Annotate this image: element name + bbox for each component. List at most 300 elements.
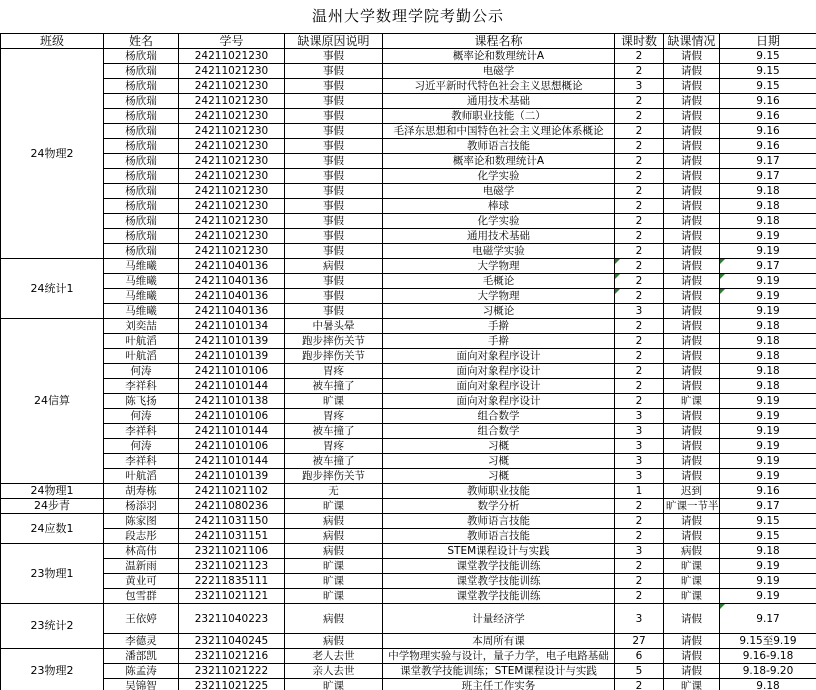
status-cell: 旷课 xyxy=(664,679,720,690)
student-id-cell: 24211010144 xyxy=(179,379,285,394)
date-cell: 9.16 xyxy=(720,94,816,109)
course-cell: 课堂教学技能训练 xyxy=(383,589,615,604)
status-cell: 请假 xyxy=(664,319,720,334)
status-cell: 请假 xyxy=(664,289,720,304)
date-cell: 9.19 xyxy=(720,454,816,469)
status-cell: 请假 xyxy=(664,604,720,634)
name-cell: 杨欣瑞 xyxy=(104,244,179,259)
table-row xyxy=(1,214,816,229)
date-cell: 9.15 xyxy=(720,64,816,79)
date-cell: 9.16 xyxy=(720,484,816,499)
student-id-cell: 23211021106 xyxy=(179,544,285,559)
student-id-cell: 24211021102 xyxy=(179,484,285,499)
reason-cell: 事假 xyxy=(285,199,383,214)
header-status: 缺课情况 xyxy=(664,34,720,49)
reason-cell: 事假 xyxy=(285,244,383,259)
date-cell: 9.18 xyxy=(720,379,816,394)
student-id-cell: 24211021230 xyxy=(179,229,285,244)
course-cell: 课堂教学技能训练；STEM课程设计与实践 xyxy=(383,664,615,679)
name-cell: 温新雨 xyxy=(104,559,179,574)
reason-cell: 事假 xyxy=(285,109,383,124)
hours-cell: 2 xyxy=(615,499,664,514)
course-cell: 手擀 xyxy=(383,319,615,334)
reason-cell: 无 xyxy=(285,484,383,499)
hours-cell: 5 xyxy=(615,664,664,679)
table-row xyxy=(1,184,816,199)
table-row xyxy=(1,349,816,364)
status-cell: 请假 xyxy=(664,274,720,289)
course-cell: 概率论和数理统计A xyxy=(383,154,615,169)
hours-cell: 2 xyxy=(615,214,664,229)
student-id-cell: 24211021230 xyxy=(179,214,285,229)
name-cell: 杨欣瑞 xyxy=(104,94,179,109)
header-course: 课程名称 xyxy=(383,34,615,49)
date-cell: 9.17 xyxy=(720,259,816,274)
hours-cell: 2 xyxy=(615,244,664,259)
date-cell: 9.17 xyxy=(720,169,816,184)
reason-cell: 胃疼 xyxy=(285,439,383,454)
student-id-cell: 24211010139 xyxy=(179,349,285,364)
course-cell: 面向对象程序设计 xyxy=(383,349,615,364)
course-cell: 习概 xyxy=(383,439,615,454)
date-cell: 9.19 xyxy=(720,304,816,319)
course-cell: 面向对象程序设计 xyxy=(383,394,615,409)
table-row xyxy=(1,319,816,334)
table-row xyxy=(1,679,816,690)
hours-cell: 3 xyxy=(615,304,664,319)
course-cell: 中学物理实验与设计，量子力学，电子电路基础 xyxy=(383,649,615,664)
header-name: 姓名 xyxy=(104,34,179,49)
status-cell: 请假 xyxy=(664,514,720,529)
table-row xyxy=(1,664,816,679)
table-row xyxy=(1,379,816,394)
hours-cell: 2 xyxy=(615,379,664,394)
date-cell: 9.18 xyxy=(720,349,816,364)
table-row xyxy=(1,229,816,244)
reason-cell: 事假 xyxy=(285,124,383,139)
student-id-cell: 23211021121 xyxy=(179,589,285,604)
course-cell: 组合数学 xyxy=(383,409,615,424)
table-row xyxy=(1,469,816,484)
course-cell: 毛概论 xyxy=(383,274,615,289)
date-cell: 9.18 xyxy=(720,184,816,199)
date-cell: 9.17 xyxy=(720,499,816,514)
student-id-cell: 24211040136 xyxy=(179,304,285,319)
date-cell: 9.19 xyxy=(720,424,816,439)
table-row xyxy=(1,274,816,289)
table-row xyxy=(1,199,816,214)
hours-cell: 3 xyxy=(615,454,664,469)
attendance-table xyxy=(0,33,816,690)
course-cell: 计量经济学 xyxy=(383,604,615,634)
reason-cell: 事假 xyxy=(285,169,383,184)
hours-cell: 3 xyxy=(615,544,664,559)
reason-cell: 旷课 xyxy=(285,559,383,574)
course-cell: 习概 xyxy=(383,469,615,484)
name-cell: 胡寿栋 xyxy=(104,484,179,499)
status-cell: 请假 xyxy=(664,49,720,64)
course-cell: 电磁学 xyxy=(383,64,615,79)
status-cell: 请假 xyxy=(664,109,720,124)
class-cell: 23统计2 xyxy=(1,604,104,649)
student-id-cell: 24211021230 xyxy=(179,64,285,79)
status-cell: 请假 xyxy=(664,649,720,664)
date-cell: 9.19 xyxy=(720,574,816,589)
table-row xyxy=(1,604,816,634)
date-cell: 9.18-9.20 xyxy=(720,664,816,679)
reason-cell: 亲人去世 xyxy=(285,664,383,679)
hours-cell: 2 xyxy=(615,109,664,124)
student-id-cell: 24211021230 xyxy=(179,49,285,64)
reason-cell: 病假 xyxy=(285,514,383,529)
student-id-cell: 24211010144 xyxy=(179,424,285,439)
date-cell: 9.19 xyxy=(720,439,816,454)
reason-cell: 病假 xyxy=(285,544,383,559)
course-cell: STEM课程设计与实践 xyxy=(383,544,615,559)
date-cell: 9.18 xyxy=(720,544,816,559)
name-cell: 林高伟 xyxy=(104,544,179,559)
student-id-cell: 24211080236 xyxy=(179,499,285,514)
name-cell: 何涛 xyxy=(104,409,179,424)
table-row xyxy=(1,154,816,169)
status-cell: 请假 xyxy=(664,184,720,199)
status-cell: 请假 xyxy=(664,259,720,274)
name-cell: 李祥科 xyxy=(104,379,179,394)
table-row xyxy=(1,409,816,424)
student-id-cell: 24211021230 xyxy=(179,94,285,109)
status-cell: 请假 xyxy=(664,379,720,394)
status-cell: 请假 xyxy=(664,214,720,229)
status-cell: 旷课一节半 xyxy=(664,499,720,514)
status-cell: 旷课 xyxy=(664,589,720,604)
status-cell: 请假 xyxy=(664,139,720,154)
status-cell: 请假 xyxy=(664,664,720,679)
reason-cell: 事假 xyxy=(285,229,383,244)
status-cell: 请假 xyxy=(664,229,720,244)
student-id-cell: 22211835111 xyxy=(179,574,285,589)
date-cell: 9.19 xyxy=(720,244,816,259)
hours-cell: 2 xyxy=(615,334,664,349)
table-row xyxy=(1,424,816,439)
status-cell: 请假 xyxy=(664,439,720,454)
table-row xyxy=(1,169,816,184)
reason-cell: 胃疼 xyxy=(285,364,383,379)
course-cell: 组合数学 xyxy=(383,424,615,439)
hours-cell: 2 xyxy=(615,289,664,304)
name-cell: 杨欣瑞 xyxy=(104,214,179,229)
student-id-cell: 24211040136 xyxy=(179,289,285,304)
name-cell: 刘奕喆 xyxy=(104,319,179,334)
hours-cell: 3 xyxy=(615,439,664,454)
name-cell: 何涛 xyxy=(104,439,179,454)
name-cell: 杨添羽 xyxy=(104,499,179,514)
reason-cell: 事假 xyxy=(285,154,383,169)
student-id-cell: 24211021230 xyxy=(179,79,285,94)
course-cell: 棒球 xyxy=(383,199,615,214)
name-cell: 段志彤 xyxy=(104,529,179,544)
class-cell: 24应数1 xyxy=(1,514,104,544)
reason-cell: 事假 xyxy=(285,94,383,109)
hours-cell: 2 xyxy=(615,589,664,604)
hours-cell: 3 xyxy=(615,409,664,424)
status-cell: 请假 xyxy=(664,634,720,649)
table-row xyxy=(1,49,816,64)
date-cell: 9.16 xyxy=(720,139,816,154)
table-row xyxy=(1,394,816,409)
student-id-cell: 24211021230 xyxy=(179,244,285,259)
course-cell: 手擀 xyxy=(383,334,615,349)
hours-cell: 3 xyxy=(615,424,664,439)
hours-cell: 2 xyxy=(615,139,664,154)
course-cell: 习概论 xyxy=(383,304,615,319)
reason-cell: 事假 xyxy=(285,304,383,319)
table-row xyxy=(1,259,816,274)
course-cell: 教师语言技能 xyxy=(383,139,615,154)
reason-cell: 事假 xyxy=(285,214,383,229)
table-row xyxy=(1,109,816,124)
status-cell: 请假 xyxy=(664,409,720,424)
date-cell: 9.15 xyxy=(720,514,816,529)
name-cell: 吴锦智 xyxy=(104,679,179,690)
student-id-cell: 23211021222 xyxy=(179,664,285,679)
hours-cell: 2 xyxy=(615,319,664,334)
course-cell: 大学物理 xyxy=(383,289,615,304)
status-cell: 旷课 xyxy=(664,394,720,409)
course-cell: 概率论和数理统计A xyxy=(383,49,615,64)
course-cell: 大学物理 xyxy=(383,259,615,274)
student-id-cell: 24211010144 xyxy=(179,454,285,469)
hours-cell: 27 xyxy=(615,634,664,649)
header-class: 班级 xyxy=(1,34,104,49)
student-id-cell: 24211040136 xyxy=(179,274,285,289)
class-cell: 24信算 xyxy=(1,319,104,484)
date-cell: 9.19 xyxy=(720,229,816,244)
name-cell: 马维曦 xyxy=(104,259,179,274)
student-id-cell: 24211040136 xyxy=(179,259,285,274)
name-cell: 潘部凯 xyxy=(104,649,179,664)
table-row xyxy=(1,514,816,529)
student-id-cell: 24211010106 xyxy=(179,439,285,454)
student-id-cell: 24211021230 xyxy=(179,184,285,199)
course-cell: 教师语言技能 xyxy=(383,514,615,529)
name-cell: 叶航滔 xyxy=(104,334,179,349)
name-cell: 何涛 xyxy=(104,364,179,379)
status-cell: 请假 xyxy=(664,454,720,469)
student-id-cell: 24211021230 xyxy=(179,109,285,124)
name-cell: 叶航滔 xyxy=(104,349,179,364)
hours-cell: 2 xyxy=(615,169,664,184)
hours-cell: 2 xyxy=(615,364,664,379)
student-id-cell: 24211021230 xyxy=(179,154,285,169)
date-cell: 9.19 xyxy=(720,409,816,424)
student-id-cell: 24211031151 xyxy=(179,529,285,544)
table-row xyxy=(1,589,816,604)
name-cell: 黄业可 xyxy=(104,574,179,589)
hours-cell: 2 xyxy=(615,49,664,64)
class-cell: 23物理2 xyxy=(1,649,104,690)
name-cell: 陈孟涛 xyxy=(104,664,179,679)
name-cell: 杨欣瑞 xyxy=(104,124,179,139)
student-id-cell: 24211031150 xyxy=(179,514,285,529)
name-cell: 李祥科 xyxy=(104,454,179,469)
course-cell: 本周所有课 xyxy=(383,634,615,649)
status-cell: 请假 xyxy=(664,304,720,319)
hours-cell: 2 xyxy=(615,259,664,274)
name-cell: 叶航滔 xyxy=(104,469,179,484)
hours-cell: 2 xyxy=(615,574,664,589)
reason-cell: 旷课 xyxy=(285,574,383,589)
name-cell: 陈飞扬 xyxy=(104,394,179,409)
status-cell: 请假 xyxy=(664,364,720,379)
date-cell: 9.19 xyxy=(720,289,816,304)
table-row xyxy=(1,244,816,259)
reason-cell: 旷课 xyxy=(285,589,383,604)
date-cell: 9.19 xyxy=(720,559,816,574)
class-cell: 24物理1 xyxy=(1,484,104,499)
reason-cell: 病假 xyxy=(285,634,383,649)
date-cell: 9.16 xyxy=(720,124,816,139)
reason-cell: 病假 xyxy=(285,259,383,274)
hours-cell: 2 xyxy=(615,64,664,79)
hours-cell: 1 xyxy=(615,484,664,499)
student-id-cell: 24211010106 xyxy=(179,364,285,379)
student-id-cell: 24211010106 xyxy=(179,409,285,424)
name-cell: 杨欣瑞 xyxy=(104,199,179,214)
date-cell: 9.19 xyxy=(720,394,816,409)
course-cell: 课堂教学技能训练 xyxy=(383,574,615,589)
name-cell: 包雪群 xyxy=(104,589,179,604)
date-cell: 9.18 xyxy=(720,364,816,379)
hours-cell: 2 xyxy=(615,349,664,364)
course-cell: 化学实验 xyxy=(383,169,615,184)
student-id-cell: 24211010138 xyxy=(179,394,285,409)
hours-cell: 2 xyxy=(615,274,664,289)
name-cell: 马维曦 xyxy=(104,274,179,289)
student-id-cell: 24211021230 xyxy=(179,124,285,139)
course-cell: 通用技术基础 xyxy=(383,229,615,244)
name-cell: 杨欣瑞 xyxy=(104,169,179,184)
date-cell: 9.18 xyxy=(720,214,816,229)
hours-cell: 2 xyxy=(615,154,664,169)
student-id-cell: 23211021225 xyxy=(179,679,285,690)
header-student-id: 学号 xyxy=(179,34,285,49)
reason-cell: 事假 xyxy=(285,64,383,79)
date-cell: 9.15至9.19 xyxy=(720,634,816,649)
hours-cell: 2 xyxy=(615,124,664,139)
course-cell: 教师职业技能 xyxy=(383,484,615,499)
header-date: 日期 xyxy=(720,34,816,49)
reason-cell: 胃疼 xyxy=(285,409,383,424)
name-cell: 杨欣瑞 xyxy=(104,154,179,169)
status-cell: 旷课 xyxy=(664,559,720,574)
course-cell: 课堂教学技能训练 xyxy=(383,559,615,574)
date-cell: 9.17 xyxy=(720,154,816,169)
student-id-cell: 24211021230 xyxy=(179,139,285,154)
status-cell: 请假 xyxy=(664,244,720,259)
reason-cell: 旷课 xyxy=(285,499,383,514)
class-cell: 24物理2 xyxy=(1,49,104,259)
student-id-cell: 23211040245 xyxy=(179,634,285,649)
course-cell: 班主任工作实务 xyxy=(383,679,615,690)
hours-cell: 3 xyxy=(615,79,664,94)
hours-cell: 2 xyxy=(615,529,664,544)
name-cell: 杨欣瑞 xyxy=(104,64,179,79)
student-id-cell: 24211010139 xyxy=(179,469,285,484)
reason-cell: 事假 xyxy=(285,184,383,199)
date-cell: 9.15 xyxy=(720,529,816,544)
hours-cell: 2 xyxy=(615,514,664,529)
hours-cell: 2 xyxy=(615,559,664,574)
table-row xyxy=(1,439,816,454)
header-reason: 缺课原因说明 xyxy=(285,34,383,49)
table-row xyxy=(1,634,816,649)
course-cell: 习近平新时代特色社会主义思想概论 xyxy=(383,79,615,94)
date-cell: 9.15 xyxy=(720,79,816,94)
name-cell: 杨欣瑞 xyxy=(104,109,179,124)
date-cell: 9.18 xyxy=(720,334,816,349)
status-cell: 请假 xyxy=(664,469,720,484)
student-id-cell: 23211021216 xyxy=(179,649,285,664)
status-cell: 迟到 xyxy=(664,484,720,499)
hours-cell: 2 xyxy=(615,394,664,409)
name-cell: 马维曦 xyxy=(104,289,179,304)
hours-cell: 2 xyxy=(615,679,664,690)
status-cell: 请假 xyxy=(664,154,720,169)
header-hours: 课时数 xyxy=(615,34,664,49)
reason-cell: 事假 xyxy=(285,49,383,64)
name-cell: 王依婷 xyxy=(104,604,179,634)
date-cell: 9.18 xyxy=(720,319,816,334)
hours-cell: 2 xyxy=(615,199,664,214)
table-row xyxy=(1,559,816,574)
date-cell: 9.16 xyxy=(720,109,816,124)
reason-cell: 病假 xyxy=(285,604,383,634)
table-row xyxy=(1,334,816,349)
status-cell: 请假 xyxy=(664,124,720,139)
date-cell: 9.19 xyxy=(720,589,816,604)
date-cell: 9.17 xyxy=(720,604,816,634)
name-cell: 杨欣瑞 xyxy=(104,139,179,154)
course-cell: 电磁学实验 xyxy=(383,244,615,259)
table-row xyxy=(1,79,816,94)
status-cell: 旷课 xyxy=(664,574,720,589)
course-cell: 化学实验 xyxy=(383,214,615,229)
date-cell: 9.18 xyxy=(720,679,816,690)
name-cell: 陈家图 xyxy=(104,514,179,529)
table-row xyxy=(1,529,816,544)
course-cell: 通用技术基础 xyxy=(383,94,615,109)
date-cell: 9.18 xyxy=(720,199,816,214)
course-cell: 电磁学 xyxy=(383,184,615,199)
reason-cell: 事假 xyxy=(285,289,383,304)
hours-cell: 3 xyxy=(615,604,664,634)
status-cell: 请假 xyxy=(664,334,720,349)
table-row xyxy=(1,94,816,109)
student-id-cell: 24211010139 xyxy=(179,334,285,349)
reason-cell: 旷课 xyxy=(285,394,383,409)
reason-cell: 跑步摔伤关节 xyxy=(285,349,383,364)
reason-cell: 病假 xyxy=(285,529,383,544)
table-row xyxy=(1,544,816,559)
course-cell: 教师语言技能 xyxy=(383,529,615,544)
student-id-cell: 24211021230 xyxy=(179,199,285,214)
name-cell: 李德灵 xyxy=(104,634,179,649)
student-id-cell: 23211040223 xyxy=(179,604,285,634)
reason-cell: 被车撞了 xyxy=(285,379,383,394)
status-cell: 请假 xyxy=(664,349,720,364)
course-cell: 面向对象程序设计 xyxy=(383,379,615,394)
table-row xyxy=(1,454,816,469)
